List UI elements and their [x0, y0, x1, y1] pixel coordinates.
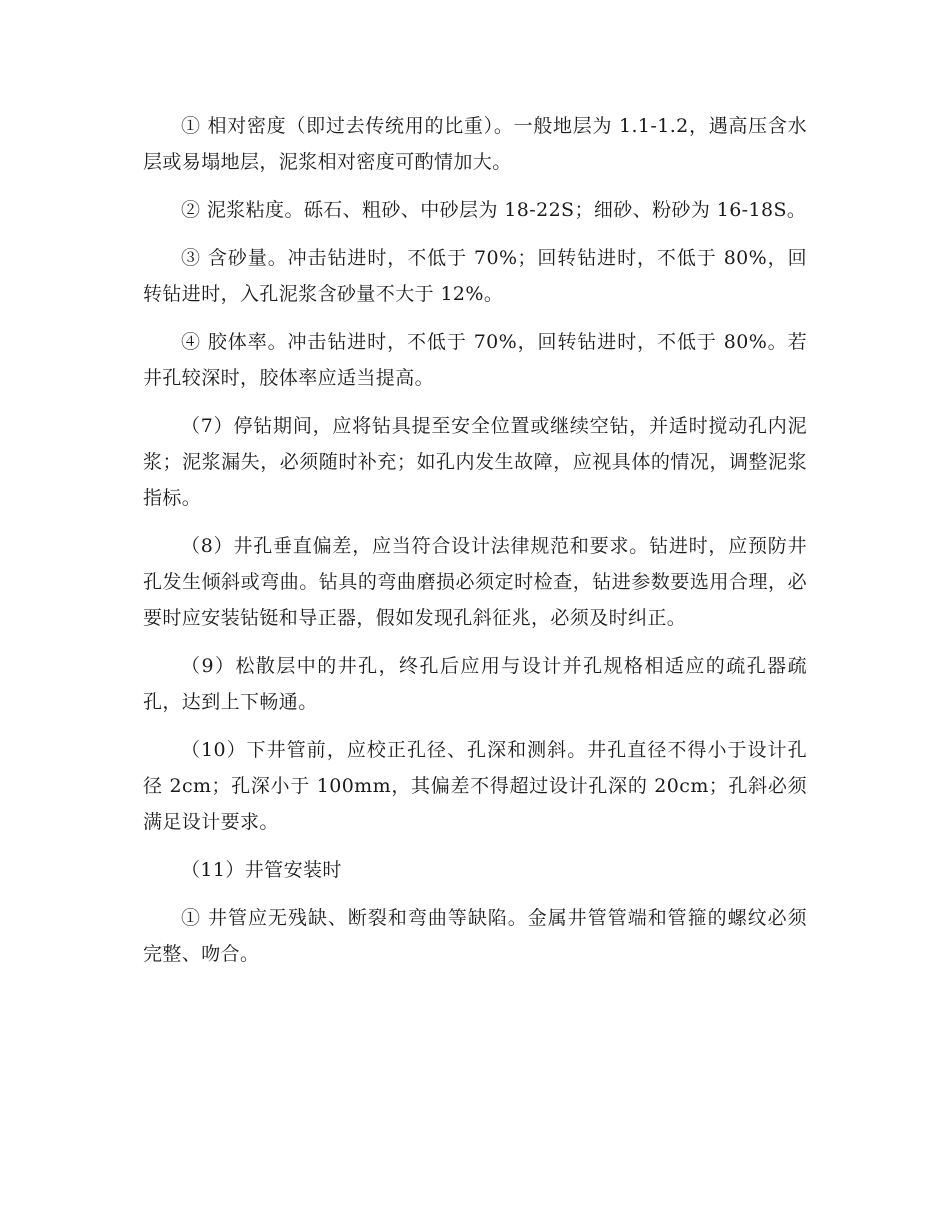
paragraph-item-7: （7）停钻期间，应将钻具提至安全位置或继续空钻，并适时搅动孔内泥浆；泥浆漏失，必须随时补充；如孔内发生故障，应视具体的情况，调整泥浆指标。 — [143, 415, 807, 509]
document-body — [143, 108, 807, 984]
paragraph-pipe-defects: ① 井管应无残缺、断裂和弯曲等缺陷。金属井管管端和管箍的螺纹必须完整、吻合。 — [143, 907, 807, 965]
paragraph-mud-viscosity: ② 泥浆粘度。砾石、粗砂、中砂层为 18-22S；细砂、粉砂为 16-18S。 — [181, 199, 807, 221]
paragraph-relative-density: ① 相对密度（即过去传统用的比重）。一般地层为 1.1-1.2，遇高压含水层或易塌地层，泥浆相对密度可酌情加大。 — [143, 115, 807, 173]
paragraph-item-9: （9）松散层中的井孔，终孔后应用与设计并孔规格相适应的疏孔器疏孔，达到上下畅通。 — [143, 655, 807, 713]
paragraph-sand-content: ③ 含砂量。冲击钻进时，不低于 70%；回转钻进时，不低于 80%，回转钻进时，入孔泥浆含砂量不大于 12%。 — [143, 247, 807, 305]
paragraph-colloid-rate: ④ 胶体率。冲击钻进时，不低于 70%，回转钻进时，不低于 80%。若井孔较深时，胶体率应适当提高。 — [143, 331, 807, 389]
paragraph-item-10: （10）下井管前，应校正孔径、孔深和测斜。井孔直径不得小于设计孔径 2cm；孔深小于 100mm，其偏差不得超过设计孔深的 20cm；孔斜必须满足设计要求。 — [143, 739, 807, 833]
paragraph-item-8: （8）井孔垂直偏差，应当符合设计法律规范和要求。钻进时，应预防井孔发生倾斜或弯曲。钻具的弯曲磨损必须定时检查，钻进参数要选用合理，必要时应安装钻铤和导正器，假如发现孔斜征兆，必须及时纠正。 — [143, 535, 807, 629]
paragraph-item-11: （11）井管安装时 — [181, 859, 342, 881]
